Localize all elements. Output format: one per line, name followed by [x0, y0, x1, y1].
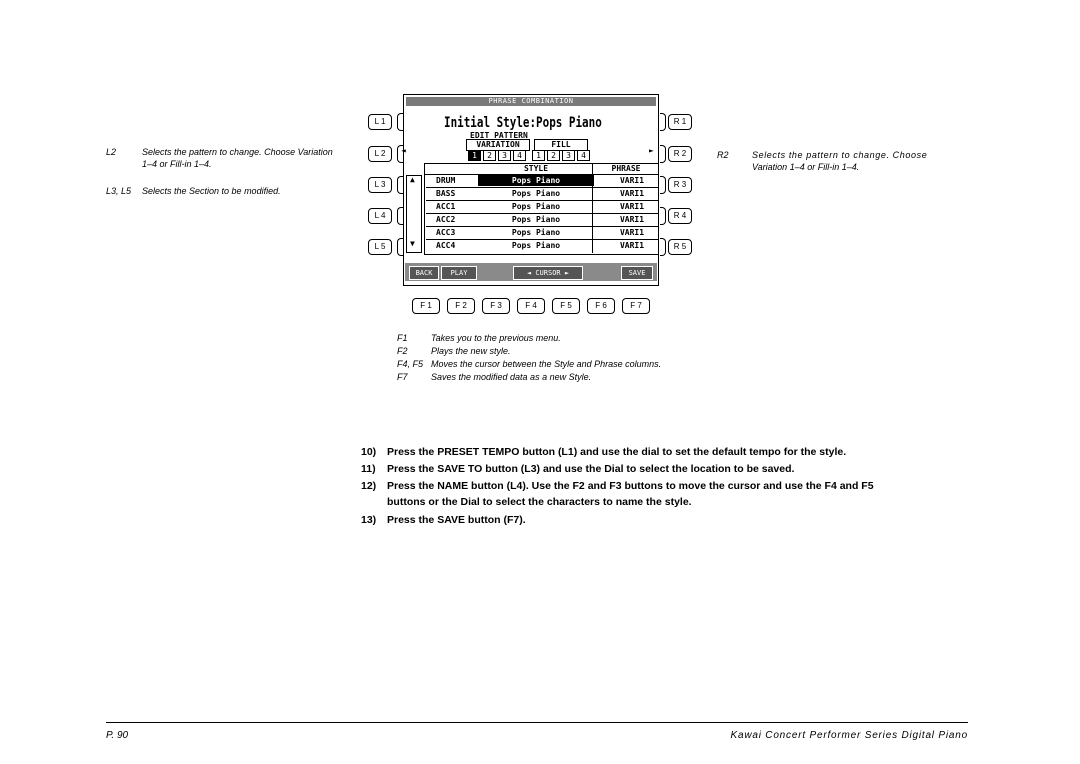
- note-line: 1–4 or Fill-in 1–4.: [142, 159, 212, 169]
- table-row[interactable]: [426, 175, 658, 188]
- r1-button[interactable]: R 1: [668, 114, 692, 130]
- f-note-text: Moves the cursor between the Style and Phrase columns.: [431, 359, 662, 369]
- note-line: Variation 1–4 or Fill-in 1–4.: [752, 162, 860, 172]
- note-line: Selects the pattern to change. Choose Variation: [142, 147, 333, 157]
- table-row[interactable]: [426, 240, 658, 252]
- bracket: [660, 145, 666, 163]
- bracket: [660, 207, 666, 225]
- section-name: ACC2: [436, 215, 456, 224]
- step-number: 13): [361, 514, 377, 526]
- step-text: Press the PRESET TEMPO button (L1) and use the dial to set the default tempo for the style.: [387, 446, 847, 458]
- l3-button[interactable]: L 3: [368, 177, 392, 193]
- control-bar: [405, 263, 657, 281]
- variation-3[interactable]: 3: [498, 150, 511, 161]
- phrase-cell[interactable]: VARI1: [619, 189, 645, 198]
- left-note-l3-l5: [106, 185, 366, 199]
- fill-2[interactable]: 2: [547, 150, 560, 161]
- cursor-right-icon: ►: [560, 269, 570, 277]
- lcd-screen: [403, 94, 659, 286]
- bracket: [660, 113, 666, 131]
- section-name: DRUM: [436, 176, 456, 185]
- style-cell[interactable]: Pops Piano: [511, 189, 561, 198]
- variation-2[interactable]: 2: [483, 150, 496, 161]
- f-notes: [397, 332, 717, 386]
- page-number: P. 90: [106, 730, 129, 741]
- f2-button[interactable]: F 2: [447, 298, 475, 314]
- screen-titlebar: PHRASE COMBINATION: [406, 97, 656, 106]
- step-text: Press the SAVE TO button (L3) and use the Dial to select the location to be saved.: [387, 463, 795, 475]
- cursor-label: CURSOR: [535, 269, 561, 277]
- fill-4[interactable]: 4: [577, 150, 590, 161]
- style-cell[interactable]: Pops Piano: [511, 241, 561, 250]
- variation-tab[interactable]: VARIATION: [466, 139, 530, 151]
- footer-rule: [106, 722, 968, 723]
- phrase-cell[interactable]: VARI1: [619, 202, 645, 211]
- r4-button[interactable]: R 4: [668, 208, 692, 224]
- phrase-cell[interactable]: VARI1: [619, 215, 645, 224]
- f-note-text: Takes you to the previous menu.: [431, 333, 561, 343]
- l1-button[interactable]: L 1: [368, 114, 392, 130]
- r2-button[interactable]: R 2: [668, 146, 692, 162]
- footer-title: Kawai Concert Performer Series Digital Piano: [730, 730, 968, 741]
- f6-button[interactable]: F 6: [587, 298, 615, 314]
- fill-tab[interactable]: FILL: [534, 139, 588, 151]
- note-key: R2: [717, 150, 729, 160]
- step-number: 12): [361, 480, 377, 492]
- f-note-key: F4, F5: [397, 359, 424, 369]
- style-cell[interactable]: Pops Piano: [511, 202, 561, 211]
- style-cell[interactable]: Pops Piano: [478, 175, 594, 186]
- bracket: [660, 238, 666, 256]
- step-text: buttons or the Dial to select the characters to name the style.: [387, 496, 692, 508]
- fill-1[interactable]: 1: [532, 150, 545, 161]
- save-button[interactable]: SAVE: [621, 266, 653, 280]
- bracket: [660, 176, 666, 194]
- r5-button[interactable]: R 5: [668, 239, 692, 255]
- style-cell[interactable]: Pops Piano: [511, 215, 561, 224]
- fill-3[interactable]: 3: [562, 150, 575, 161]
- phrase-cell[interactable]: VARI1: [619, 241, 645, 250]
- variation-1[interactable]: 1: [468, 150, 481, 161]
- style-column-header: STYLE: [523, 164, 549, 173]
- table-row[interactable]: [426, 188, 658, 201]
- step-number: 11): [361, 463, 376, 475]
- cursor-left-icon: ◄: [526, 269, 536, 277]
- section-name: ACC3: [436, 228, 456, 237]
- step-number: 10): [361, 446, 377, 458]
- section-name: ACC1: [436, 202, 456, 211]
- f4-button[interactable]: F 4: [517, 298, 545, 314]
- right-note-r2: [717, 149, 967, 175]
- r3-button[interactable]: R 3: [668, 177, 692, 193]
- note-line: Selects the pattern to change. Choose: [752, 150, 928, 160]
- variation-4[interactable]: 4: [513, 150, 526, 161]
- step-text: Press the NAME button (L4). Use the F2 and F3 buttons to move the cursor and use the F4 and F5: [387, 480, 874, 492]
- l4-button[interactable]: L 4: [368, 208, 392, 224]
- f-note-key: F2: [397, 346, 408, 356]
- f7-button[interactable]: F 7: [622, 298, 650, 314]
- note-key: L2: [106, 147, 117, 157]
- cursor-button[interactable]: [513, 266, 583, 280]
- scrollbar[interactable]: [406, 175, 422, 253]
- play-button[interactable]: PLAY: [441, 266, 477, 280]
- f-note-text: Plays the new style.: [431, 346, 511, 356]
- f1-button[interactable]: F 1: [412, 298, 440, 314]
- l5-button[interactable]: L 5: [368, 239, 392, 255]
- section-name: ACC4: [436, 241, 456, 250]
- table-row[interactable]: [426, 227, 658, 240]
- left-note-l2: [106, 146, 366, 172]
- left-arrow-icon[interactable]: ◄: [401, 146, 406, 155]
- step-text: Press the SAVE button (F7).: [387, 514, 526, 526]
- screen-title: Initial Style:Pops Piano: [444, 115, 602, 131]
- style-cell[interactable]: Pops Piano: [511, 228, 561, 237]
- table-row[interactable]: [426, 214, 658, 227]
- phrase-column-header: PHRASE: [611, 164, 641, 173]
- scroll-up-icon[interactable]: ▲: [410, 175, 415, 184]
- phrase-cell[interactable]: VARI1: [619, 228, 645, 237]
- edit-pattern-label: EDIT PATTERN: [470, 131, 528, 140]
- l2-button[interactable]: L 2: [368, 146, 392, 162]
- section-name: BASS: [436, 189, 456, 198]
- f-note-text: Saves the modified data as a new Style.: [431, 372, 592, 382]
- f-note-key: F1: [397, 333, 408, 343]
- table-row[interactable]: [426, 201, 658, 214]
- scroll-down-icon[interactable]: ▼: [410, 239, 415, 248]
- f3-button[interactable]: F 3: [482, 298, 510, 314]
- back-button[interactable]: BACK: [409, 266, 439, 280]
- note-key: L3, L5: [106, 186, 132, 196]
- note-line: Selects the Section to be modified.: [142, 186, 281, 196]
- f-note-key: F7: [397, 372, 408, 382]
- right-arrow-icon[interactable]: ►: [649, 146, 654, 155]
- f5-button[interactable]: F 5: [552, 298, 580, 314]
- phrase-cell[interactable]: VARI1: [619, 176, 645, 185]
